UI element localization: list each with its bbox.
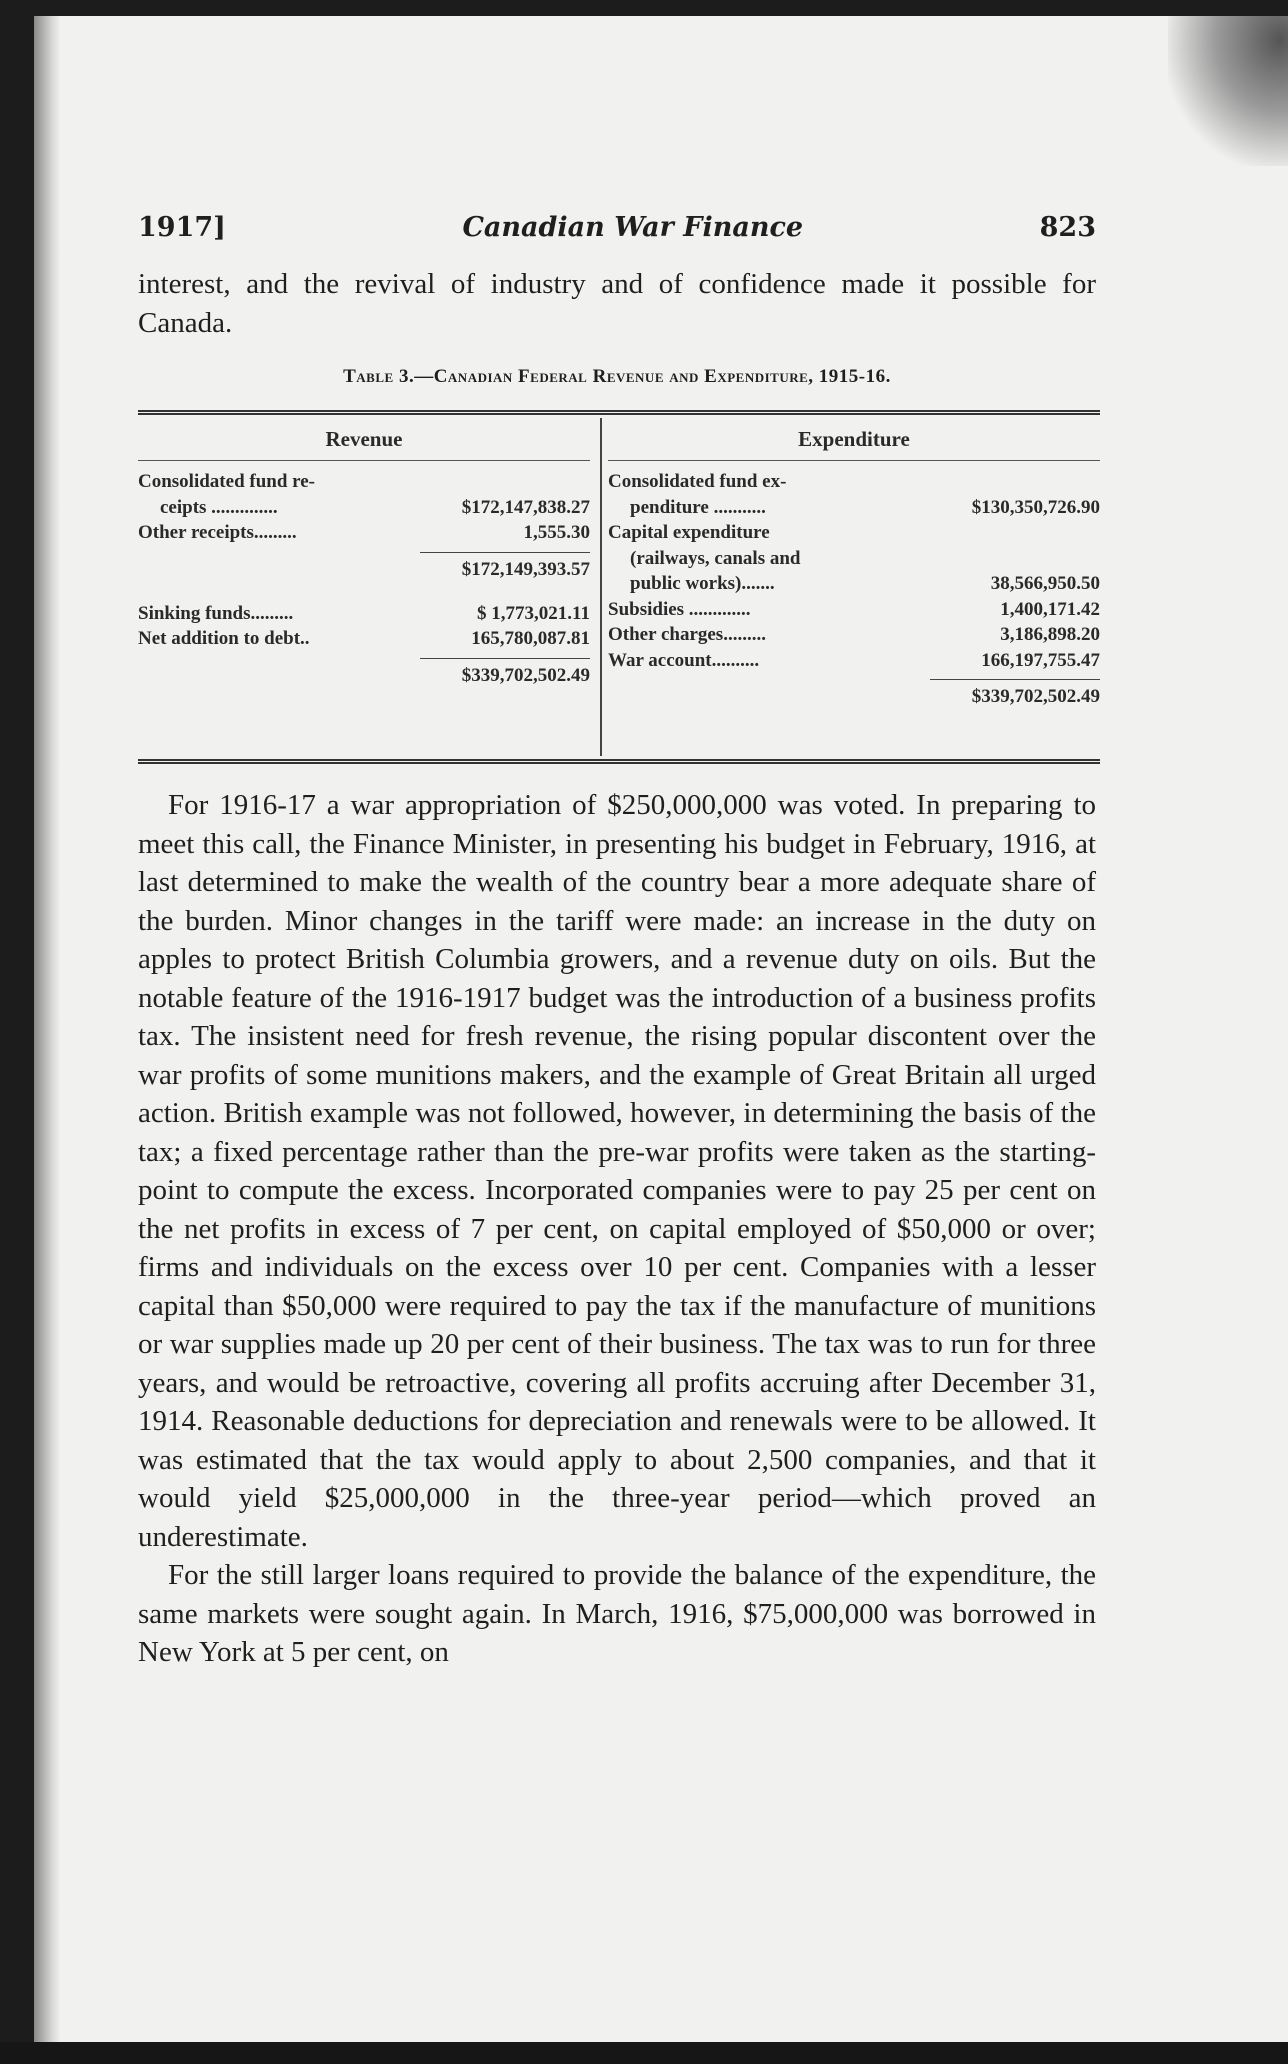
table-row-label: Other charges......... — [608, 624, 766, 645]
table-row — [138, 495, 590, 521]
expenditure-heading: Expenditure — [608, 418, 1100, 461]
table-row — [138, 626, 590, 652]
table-row-label: Sinking funds......... — [138, 602, 294, 624]
table-row-label: Net addition to debt.. — [138, 628, 310, 649]
table-row — [138, 520, 590, 546]
table-row-label: (railways, canals and — [630, 547, 801, 569]
table-row-amount: $172,147,838.27 — [461, 496, 590, 518]
revenue-total-value: $339,702,502.49 — [420, 658, 590, 687]
table-row — [608, 571, 1100, 597]
expenditure-rows — [608, 469, 1100, 673]
revenue-subtotal — [138, 552, 590, 581]
book-page — [34, 16, 1288, 2042]
intro-paragraph: interest, and the revival of industry and of confidence made it possible for Canada. — [138, 268, 1096, 339]
table-row — [608, 546, 1100, 572]
table-row-amount: 166,197,755.47 — [981, 649, 1100, 671]
expenditure-total-value: $339,702,502.49 — [930, 679, 1100, 708]
expenditure-column — [608, 418, 1100, 708]
table-row — [138, 469, 590, 495]
revenue-expenditure-table — [138, 410, 1100, 764]
body-paragraph-1: For 1916-17 a war appropriation of $250,000,000 was voted. In preparing to meet this call, the Finance Minister, in presenting his budget in February, 1916, at last determined to make the wealth of the country bear a more adequate share of the burden. Minor changes in the tariff were made: an increase in the duty on apples to protect British Columbia growers, and a revenue duty on oils. But the notable feature of the 1916-1917 budget was the introduction of a business profits tax. The insistent need for fresh revenue, the rising popular discontent over the war profits of some munitions makers, and the example of Great Britain all urged action. British example was not followed, however, in determining the basis of the tax; a fixed percentage rather than the pre-war profits were taken as the starting-point to compute the excess. Incorporated companies were to pay 25 per cent on the net profits in excess of 7 per cent, on capital employed of $50,000 or over; firms and individuals on the excess over 10 per cent. Companies with a lesser capital than $50,000 were required to pay the tax if the manufacture of munitions or war supplies made up 20 per cent of their business. The tax was to run for three years, and would be retroactive, covering all profits accruing after December 31, 1914. Reasonable deductions for depreciation and renewals were to be allowed. It was estimated that the tax would apply to about 2,500 companies, and that it would yield $25,000,000 in the three-year period—which proved an underestimate. — [138, 789, 1096, 1553]
table-row-label: Capital expenditure — [608, 522, 770, 543]
table-top-rule — [138, 410, 1100, 415]
table-row-label: War account.......... — [608, 649, 760, 671]
table-row-label: penditure ........... — [630, 496, 766, 518]
table-row-amount: 1,555.30 — [523, 522, 590, 543]
table-row-amount: 1,400,171.42 — [1000, 598, 1100, 620]
table-bottom-rule — [138, 759, 1100, 764]
running-head-title: Canadian War Finance — [462, 212, 804, 243]
table-row-amount: 165,780,087.81 — [471, 628, 590, 649]
page-content — [138, 212, 1100, 1672]
table-row — [138, 601, 590, 627]
table-row-label: ceipts .............. — [160, 496, 278, 518]
body-text — [138, 786, 1096, 1672]
table-row-amount: $130,350,726.90 — [971, 496, 1100, 518]
running-head-year: 1917] — [138, 212, 226, 243]
revenue-rows — [138, 469, 590, 546]
table-row — [608, 648, 1100, 674]
revenue-heading: Revenue — [138, 418, 590, 461]
table-column-divider — [600, 418, 602, 756]
table-row-label: Subsidies ............. — [608, 598, 751, 620]
table-row-label: Other receipts......... — [138, 522, 297, 543]
revenue-subtotal-value: $172,149,393.57 — [420, 552, 590, 581]
table-row-label: public works)....... — [630, 573, 775, 594]
running-head — [138, 212, 1096, 243]
expenditure-total — [608, 679, 1100, 708]
table-row-amount: 3,186,898.20 — [1000, 624, 1100, 645]
table-row-amount: $ 1,773,021.11 — [477, 602, 590, 624]
body-paragraph-2: For the still larger loans required to provide the balance of the expenditure, the same markets were sought again. In March, 1916, $75,000,000 was borrowed in New York at 5 per cent, on — [138, 1559, 1096, 1668]
scan-bottom-edge — [0, 2042, 1288, 2064]
revenue-rows-2 — [138, 601, 590, 652]
page-binding-shadow — [34, 16, 60, 2042]
table-caption: Table 3.—Canadian Federal Revenue and Expenditure, 1915-16. — [343, 366, 891, 387]
table-row — [608, 495, 1100, 521]
table-row — [608, 520, 1100, 546]
table-row-amount: 38,566,950.50 — [990, 573, 1100, 594]
table-row — [608, 597, 1100, 623]
table-row — [608, 622, 1100, 648]
table-row — [608, 469, 1100, 495]
page-number: 823 — [1039, 212, 1096, 243]
table-row-label: Consolidated fund ex- — [608, 471, 787, 492]
revenue-column — [138, 418, 590, 687]
page-corner-shadow — [1168, 16, 1288, 166]
table-row-label: Consolidated fund re- — [138, 471, 316, 492]
revenue-total — [138, 658, 590, 687]
